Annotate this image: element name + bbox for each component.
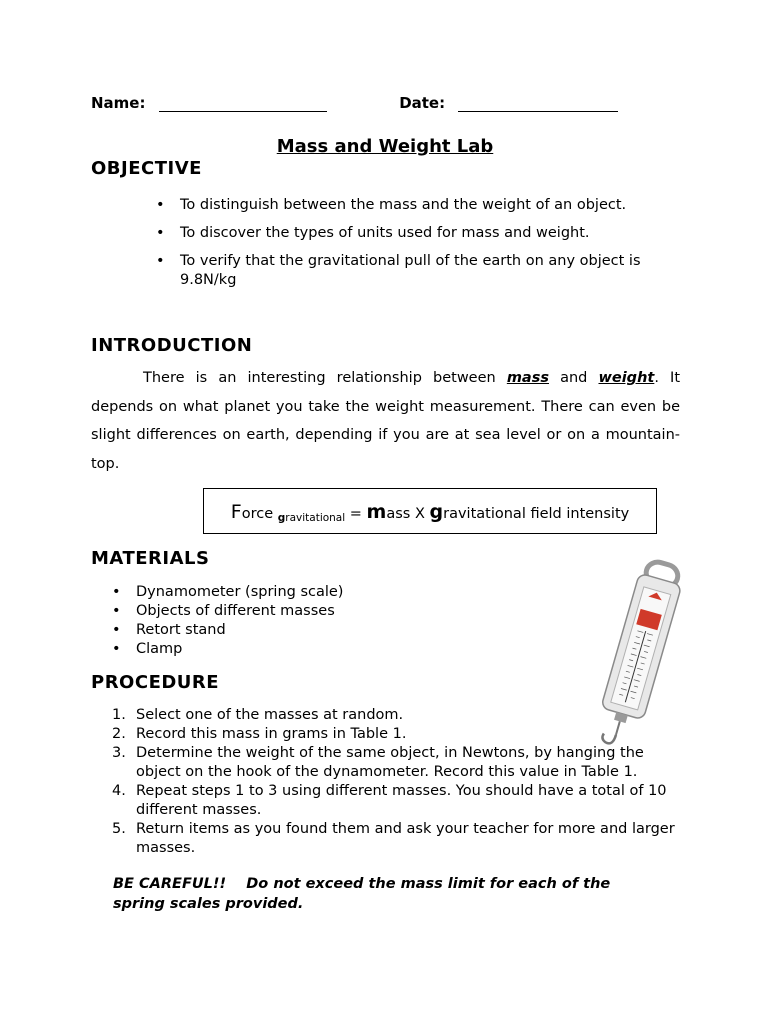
page-title: Mass and Weight Lab [276,136,494,157]
date-label: Date: [399,94,446,112]
list-item: • To distinguish between the mass and the weight of an object. [156,196,676,215]
materials-list [112,583,343,659]
materials-heading: MATERIALS [91,548,210,569]
introduction-paragraph: There is an interesting relationship between mass and weight. It depends on what planet you take the weight measurement. There can even be slight differences on earth, depending if you are at sea level or on a mountain-top. [91,370,681,472]
keyword-weight: weight [598,370,655,386]
date-field[interactable] [458,96,618,112]
name-label: Name: [91,94,146,112]
formula-box: Force $_{gravitational}$ = mass X gravitational field intensity [203,488,657,534]
name-date-row [91,94,618,112]
introduction-heading: INTRODUCTION [91,335,253,356]
list-item: 1. Select one of the masses at random. [112,707,404,723]
caution-note: BE CAREFUL!! Do not exceed the mass limit for each of the spring scales provided. [113,876,616,912]
objective-heading: OBJECTIVE [91,158,202,179]
procedure-list [112,706,682,858]
list-item: 2. Record this mass in grams in Table 1. [112,726,407,742]
list-item: • To discover the types of units used for mass and weight. [156,224,676,243]
list-item: 4. Repeat steps 1 to 3 using different masses. You should have a total of 10 different masses. [112,783,667,818]
list-item: • Dynamometer (spring scale) [112,583,343,602]
list-item: • Retort stand [112,621,343,640]
list-item: 5. Return items as you found them and ask your teacher for more and larger masses. [112,821,675,856]
list-item: 3. Determine the weight of the same object, in Newtons, by hanging the object on the hook of the dynamometer. Record this value in Table 1. [112,745,644,780]
list-item: • Clamp [112,640,343,659]
list-item: • Objects of different masses [112,602,343,621]
objective-list [156,196,676,299]
list-item: • To verify that the gravitational pull of the earth on any object is 9.8N/kg [156,252,676,290]
name-field[interactable] [159,96,327,112]
procedure-heading: PROCEDURE [91,672,220,693]
keyword-mass: mass [506,370,549,386]
